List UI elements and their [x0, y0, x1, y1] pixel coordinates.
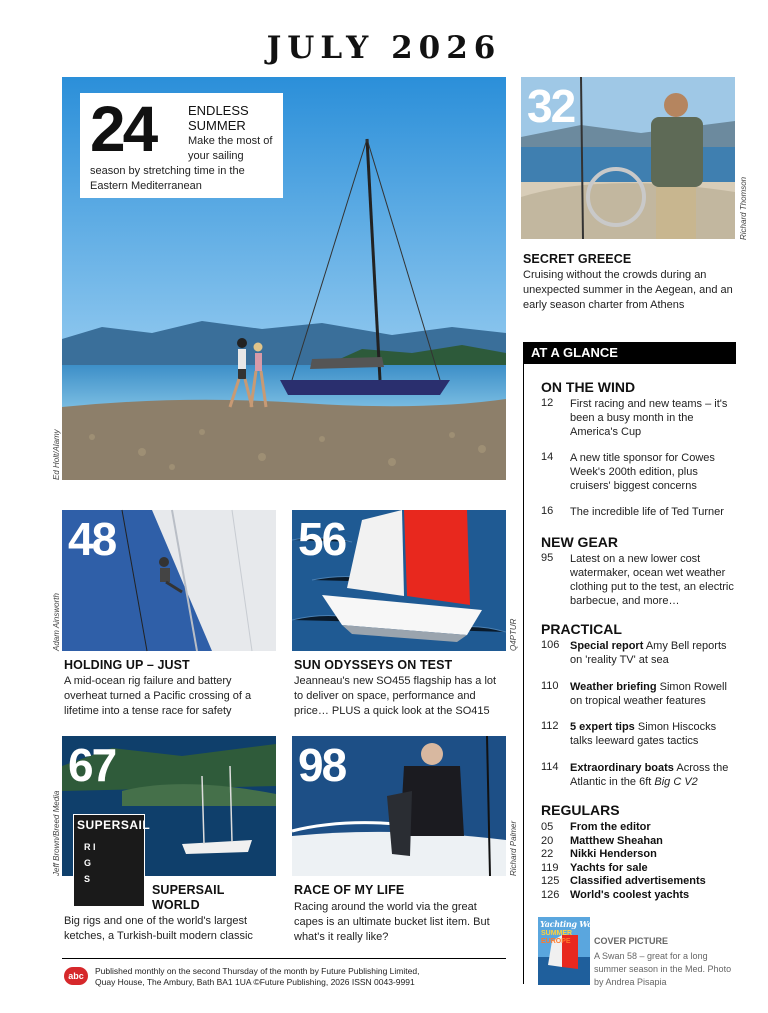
feature-56-page-number[interactable]: 56 — [298, 513, 346, 565]
section-heading-on-the-wind: ON THE WIND — [541, 379, 636, 395]
feature-98-headline[interactable]: RACE OF MY LIFE — [294, 883, 405, 897]
regular-page: 05 — [541, 821, 554, 833]
feature-67-headline[interactable]: SUPERSAIL WORLD — [152, 883, 225, 912]
feature-56-headline[interactable]: SUN ODYSSEYS ON TEST — [294, 658, 453, 672]
toc-item-text: Across the Atlantic in the 6ft — [570, 762, 729, 788]
toc-page[interactable]: 14 — [541, 451, 554, 463]
section-heading-new-gear: NEW GEAR — [541, 534, 618, 550]
feature-67-text: Big rigs and one of the world's largest ketches, a Turkish-built modern classic — [64, 915, 253, 942]
regular-item[interactable] — [541, 835, 663, 849]
hero-text-b: season by stretching time in the Eastern Mediterranean — [90, 165, 245, 192]
cover-thumbnail[interactable] — [538, 917, 605, 985]
feature-32-photo — [521, 77, 735, 239]
feature-48-credit: Adam Ainsworth — [52, 593, 61, 651]
toc-page[interactable]: 12 — [541, 397, 554, 409]
toc-page[interactable]: 95 — [541, 552, 554, 564]
regular-item[interactable] — [541, 889, 689, 903]
feature-32-credit: Richard Thomson — [739, 176, 748, 240]
feature-98-page-number[interactable]: 98 — [298, 739, 346, 791]
regular-item[interactable] — [541, 875, 706, 889]
supersail-inset-title: SUPERSAIL — [77, 818, 151, 832]
regular-title: Yachts for sale — [570, 861, 648, 874]
toc-item-bold: Extraordinary boats — [570, 762, 674, 774]
cover-line-2: EUROPE — [541, 938, 571, 945]
toc-item[interactable] — [570, 639, 738, 667]
toc-item-text: Simon Hiscocks talks leeward gates tactics — [570, 721, 717, 747]
toc-item[interactable] — [570, 761, 738, 789]
feature-98-credit: Richard Palmer — [509, 820, 518, 876]
toc-item[interactable]: First racing and new teams – it's been a busy month in the America's Cup — [570, 398, 728, 438]
toc-page[interactable]: 110 — [541, 680, 559, 692]
toc-item-bold: Weather briefing — [570, 681, 657, 693]
feature-67-page-number[interactable]: 67 — [68, 739, 116, 791]
toc-item[interactable] — [570, 680, 738, 708]
feature-48-headline[interactable]: HOLDING UP – JUST — [64, 658, 190, 672]
feature-67-credit: Jeff Brown/Breed Media — [52, 790, 61, 876]
regular-page: 125 — [541, 875, 560, 887]
feature-32-page-number[interactable]: 32 — [527, 80, 575, 132]
toc-item-text: Simon Rowell on tropical weather features — [570, 681, 727, 707]
hero-photo-credit: Ed Holt/Alamy — [52, 429, 61, 480]
toc-page[interactable]: 114 — [541, 761, 559, 773]
toc-page[interactable]: 112 — [541, 720, 559, 732]
feature-48-page-number[interactable]: 48 — [68, 513, 116, 565]
cover-line-1: SUMMER — [541, 930, 573, 937]
regular-item[interactable] — [541, 821, 651, 835]
footer-rule — [62, 958, 506, 959]
regular-title: Nikki Henderson — [570, 848, 657, 860]
feature-56-credit: Q4PTUR — [509, 618, 518, 651]
hero-text-a: Make the most of your sailing — [188, 135, 273, 162]
toc-item-text: Amy Bell reports on 'reality TV' at sea — [570, 640, 727, 666]
toc-page[interactable]: 106 — [541, 639, 560, 651]
feature-32-text: Cruising without the crowds during an unexpected summer in the Aegean, and an early season charter from Athens — [523, 269, 733, 311]
publisher-info — [95, 966, 515, 988]
regular-page: 22 — [541, 848, 554, 860]
abc-logo: abc — [64, 967, 88, 985]
toc-item-italic: Big C V2 — [654, 776, 698, 788]
regular-title: From the editor — [570, 821, 651, 833]
section-heading-regulars: REGULARS — [541, 802, 620, 818]
toc-item[interactable]: Latest on a new lower cost watermaker, ocean wet weather clothing put to the test, an electric barbecue, and more… — [570, 553, 734, 607]
hero-callout — [80, 93, 283, 198]
hero-headline[interactable]: ENDLESS SUMMER — [188, 103, 249, 133]
feature-32-headline[interactable]: SECRET GREECE — [523, 252, 632, 266]
cover-picture-heading: COVER PICTURE — [594, 936, 669, 946]
at-a-glance-rule — [523, 364, 524, 984]
regular-item[interactable] — [541, 848, 657, 862]
feature-56-photo — [292, 510, 506, 651]
publisher-line-1: Published monthly on the second Thursday of the month by Future Publishing Limited, — [95, 966, 420, 976]
toc-item[interactable]: The incredible life of Ted Turner — [570, 506, 724, 518]
hero-page-number[interactable]: 24 — [90, 93, 156, 165]
regular-title: Classified advertisements — [570, 875, 706, 887]
feature-48-text: A mid-ocean rig failure and battery overheat turned a Pacific crossing of a lifetime into a tense race for safety — [64, 675, 252, 717]
cover-picture-text: A Swan 58 – great for a long summer season in the Med. Photo by Andrea Pisapia — [594, 951, 732, 987]
toc-page[interactable]: 16 — [541, 505, 554, 517]
toc-item[interactable] — [570, 720, 738, 748]
regular-page: 126 — [541, 888, 560, 901]
regular-title: World's coolest yachts — [570, 888, 690, 901]
toc-item-bold: Special report — [570, 640, 644, 652]
feature-56-text: Jeanneau's new SO455 flagship has a lot to deliver on space, performance and price… PLUS a quick look at the SO415 — [294, 675, 497, 717]
toc-item[interactable]: A new title sponsor for Cowes Week's 200th edition, plus cruisers' biggest concerns — [570, 452, 715, 492]
issue-title: JULY 2026 — [266, 30, 502, 66]
regular-item[interactable] — [541, 862, 648, 876]
feature-98-photo — [292, 736, 506, 876]
regular-title: Matthew Sheahan — [570, 834, 663, 847]
at-a-glance-heading: AT A GLANCE — [523, 342, 736, 364]
supersail-inset-letters: R I G S — [84, 842, 96, 884]
feature-98-text: Racing around the world via the great capes is an ultimate bucket list item. But what's it really like? — [294, 901, 490, 943]
toc-item-bold: 5 expert tips — [570, 721, 635, 733]
feature-48-photo — [62, 510, 276, 651]
cover-masthead: Yachting World — [540, 919, 605, 929]
publisher-line-2: Quay House, The Ambury, Bath BA1 1UA ©Future Publishing, 2026 ISSN 0043-9991 — [95, 977, 415, 987]
supersail-inset — [73, 814, 151, 907]
regular-page: 20 — [541, 834, 554, 847]
regular-page: 119 — [541, 861, 559, 874]
section-heading-practical: PRACTICAL — [541, 621, 622, 637]
